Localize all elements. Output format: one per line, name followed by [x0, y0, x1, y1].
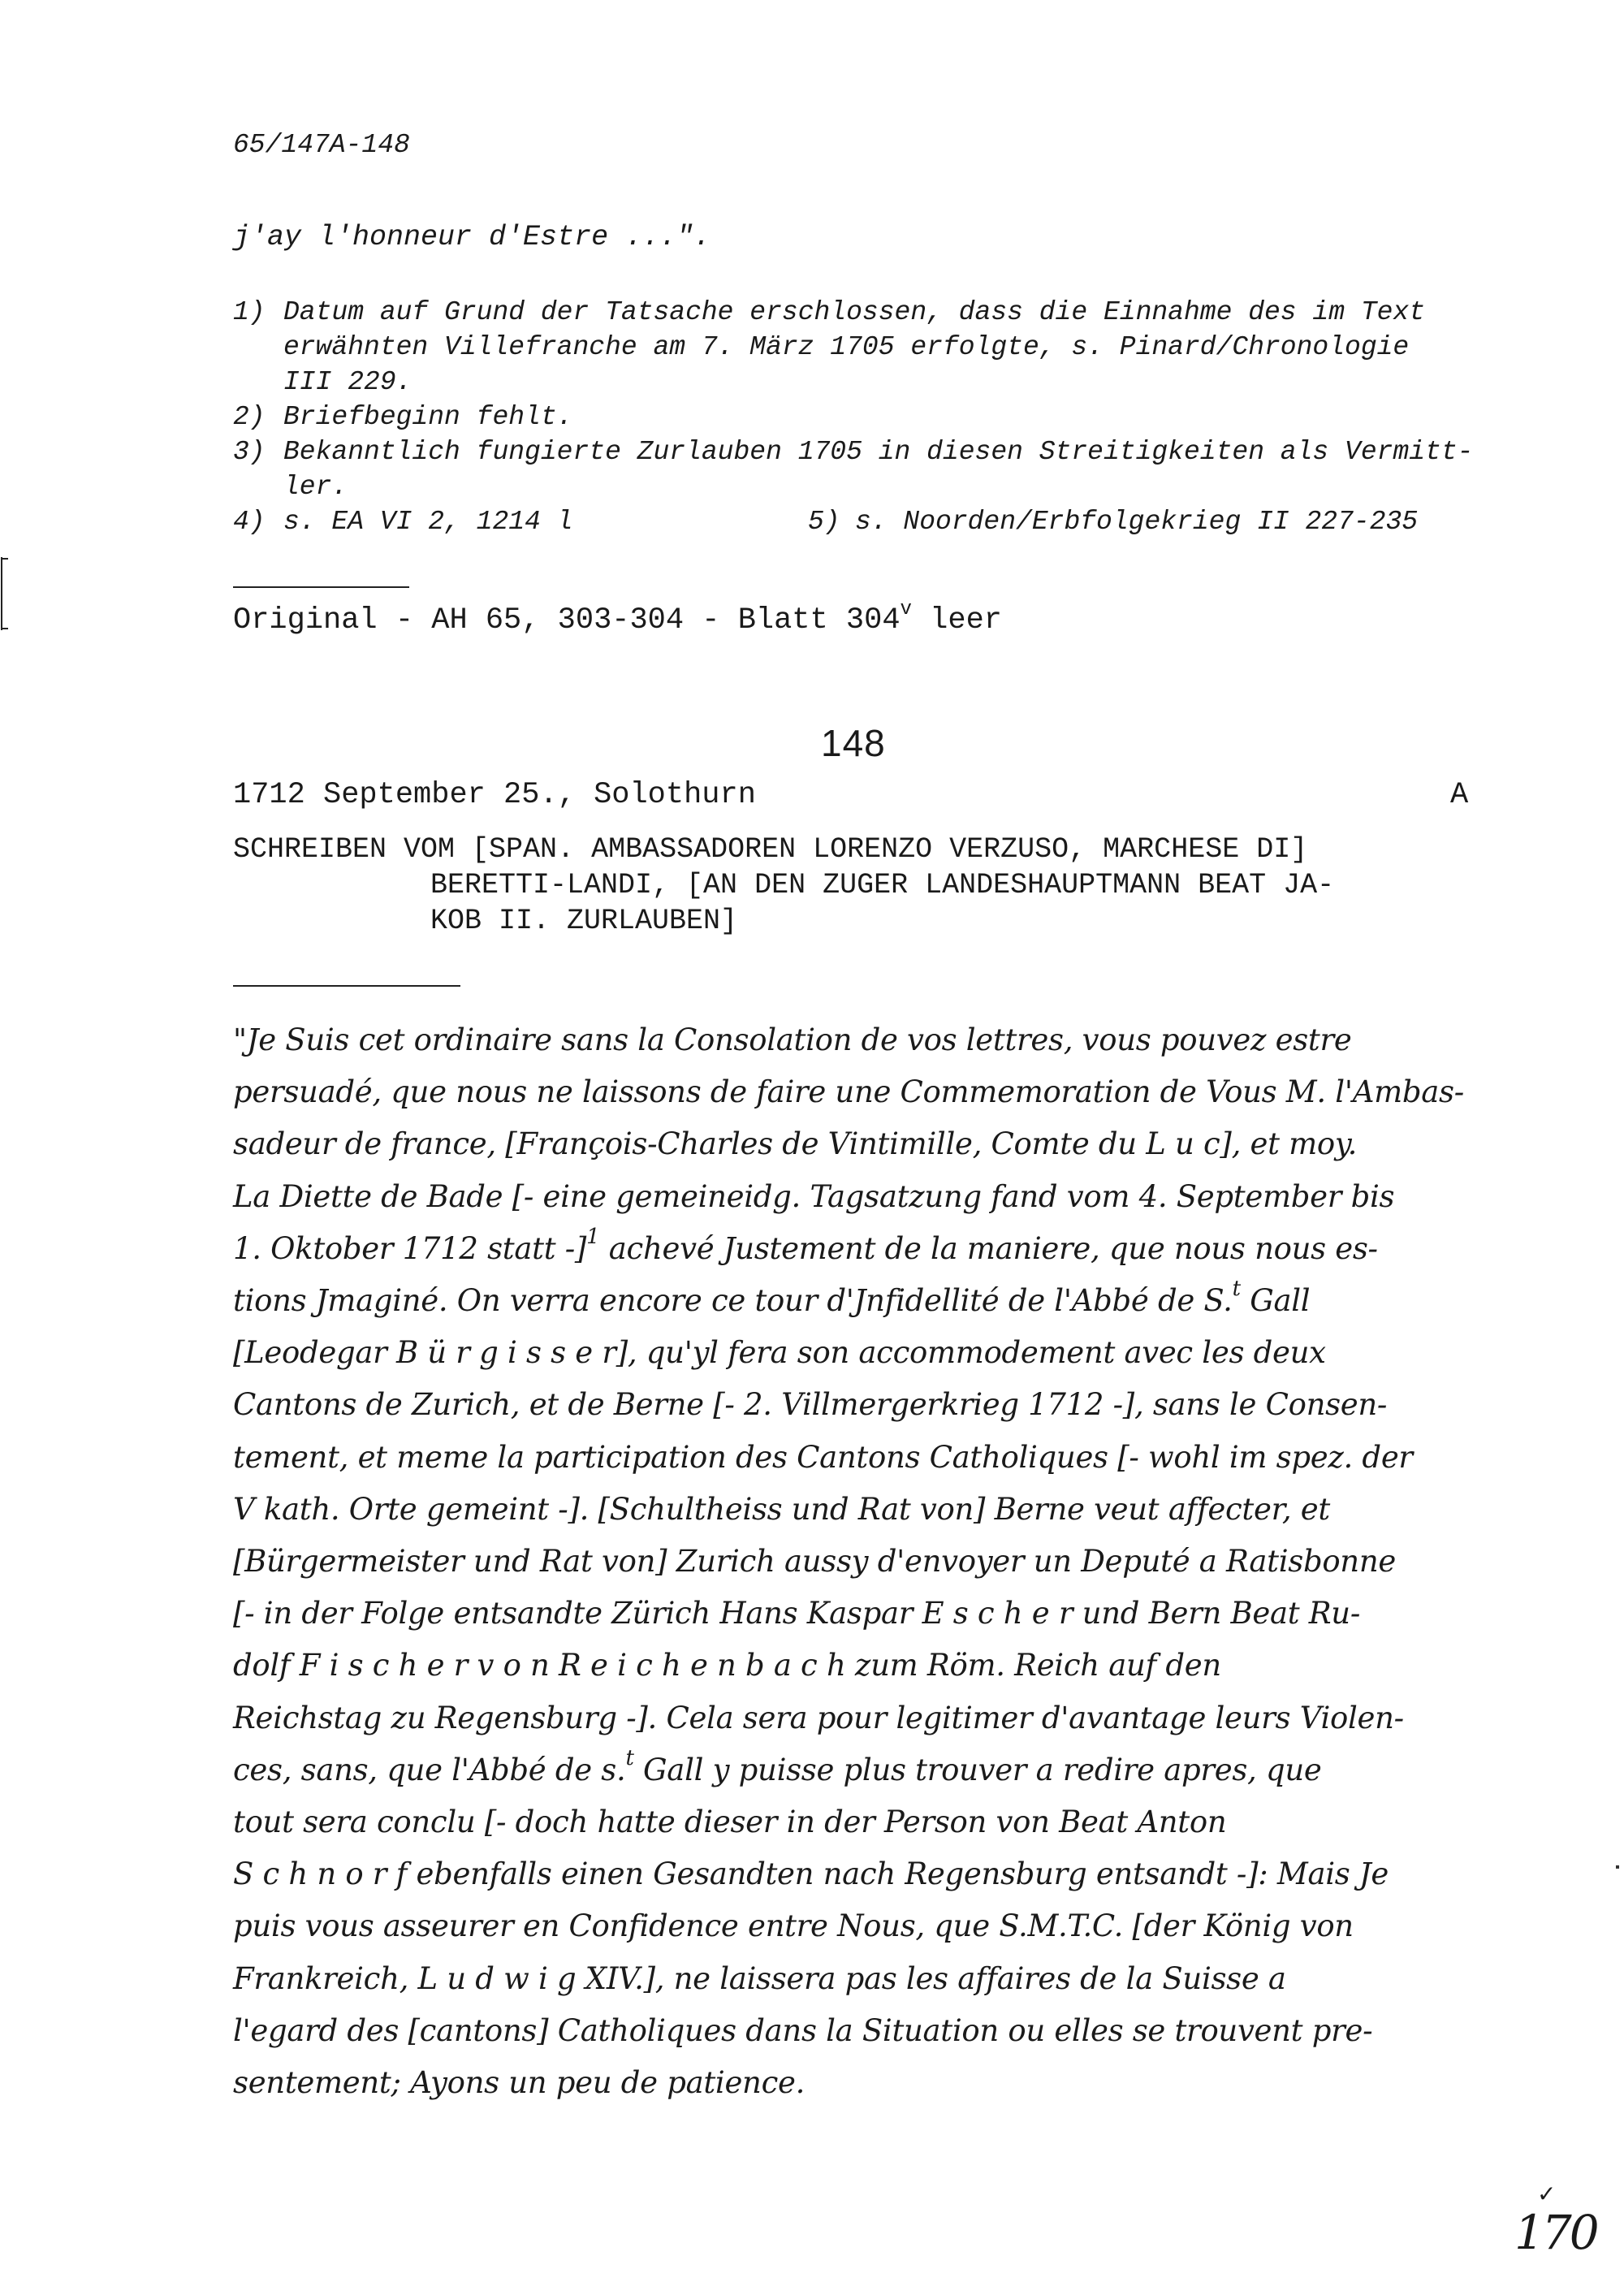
body-text: V kath. Orte gemeint -]. [Schultheiss und Rat von] Berne veut affecter, et	[233, 1492, 1330, 1527]
footnote-number: 1)	[233, 297, 266, 327]
body-text: "Je Suis cet ordinaire sans la Consolation de vos lettres, vous pouvez estre	[233, 1022, 1352, 1057]
source-note	[233, 599, 1002, 637]
body-text: Cantons de Zurich, et de Berne [- 2. Villmergerkrieg 1712 -], sans le Consen-	[233, 1387, 1388, 1422]
body-line	[233, 1908, 1354, 1943]
original-mark: A	[1450, 778, 1469, 812]
heading-line: BERETTI-LANDI, [AN DEN ZUGER LANDESHAUPTMANN BEAT JA-	[430, 869, 1335, 901]
body-text: achevé Justement de la maniere, que nous nous es-	[599, 1231, 1378, 1266]
body-line	[233, 1277, 1311, 1318]
footnote-text: Briefbeginn fehlt.	[283, 402, 573, 432]
body-text: ces, sans, que l'Abbé de s.	[233, 1753, 626, 1787]
edge-speck	[1616, 1865, 1619, 1869]
folio-number: 170	[1514, 2205, 1597, 2260]
body-line	[233, 1648, 1221, 1683]
margin-bracket-mark	[0, 557, 11, 630]
body-line	[233, 1596, 1360, 1631]
body-text: l'egard des [cantons] Catholiques dans la Situation ou elles se trouvent pre-	[233, 2013, 1373, 2048]
body-line	[233, 1804, 1226, 1839]
body-text: S c h n o r f ebenfalls einen Gesandten nach Regensburg entsandt -]: Mais Je	[233, 1856, 1389, 1891]
previous-letter-closing: j'ay l'honneur d'Estre ...".	[233, 221, 711, 253]
body-line	[233, 1335, 1326, 1370]
footnote-number: 2)	[233, 402, 266, 432]
superscript: t	[1232, 1277, 1241, 1301]
body-text: [Leodegar B ü r g i s s e r], qu'yl fera son accommodement avec les deux	[233, 1335, 1326, 1370]
source-note-verso: v	[900, 599, 912, 620]
body-text: [Bürgermeister und Rat von] Zurich aussy d'envoyer un Deputé a Ratisbonne	[233, 1544, 1396, 1579]
body-line	[233, 1179, 1394, 1214]
body-text: Reichstag zu Regensburg -]. Cela sera pour legitimer d'avantage leurs Violen-	[233, 1701, 1404, 1735]
body-line	[233, 1074, 1464, 1109]
body-line	[233, 1746, 1322, 1787]
body-line	[233, 1022, 1351, 1057]
footnote-number: 5)	[808, 507, 840, 537]
footnote-text: Bekanntlich fungierte Zurlauben 1705 in diesen Streitigkeiten als Vermitt-	[283, 437, 1474, 467]
body-text: puis vous asseurer en Confidence entre Nous, que S.M.T.C. [der König von	[233, 1908, 1354, 1943]
body-text: persuadé, que nous ne laissons de faire une Commemoration de Vous M. l'Ambas-	[233, 1074, 1464, 1109]
footnote-text: s. Noorden/Erbfolgekrieg II 227-235	[855, 507, 1419, 537]
footnote-text: ler.	[283, 472, 348, 502]
heading-line: SCHREIBEN VOM [SPAN. AMBASSADOREN LORENZO VERZUSO, MARCHESE DI]	[233, 833, 1308, 866]
footnote-text: erwähnten Villefranche am 7. März 1705 erfolgte, s. Pinard/Chronologie	[283, 332, 1410, 362]
body-text: dolf F i s c h e r v o n R e i c h e n b a c h zum Röm. Reich auf den	[233, 1648, 1221, 1683]
footnote-text: III 229.	[283, 367, 412, 397]
body-line	[233, 1544, 1396, 1579]
body-text: [- in der Folge entsandte Zürich Hans Kaspar E s c h e r und Bern Beat Ru-	[233, 1596, 1361, 1631]
body-line	[233, 1126, 1357, 1161]
body-text: Gall y puisse plus trouver a redire apres, que	[633, 1753, 1322, 1787]
body-line	[233, 1387, 1387, 1422]
heading-separator-rule	[233, 985, 460, 987]
body-text: tement, et meme la participation des Cantons Catholiques [- wohl im spez. der	[233, 1440, 1413, 1475]
footnote-number: 3)	[233, 437, 266, 467]
body-text: sentement; Ayons un peu de patience.	[233, 2065, 806, 2100]
document-number: 148	[821, 722, 886, 764]
body-text: 1. Oktober 1712 statt -]	[233, 1231, 587, 1266]
heading-line: KOB II. ZURLAUBEN]	[430, 905, 738, 937]
source-note-suffix: leer	[911, 603, 1002, 637]
body-text: Frankreich, L u d w i g XIV.], ne laissera pas les affaires de la Suisse a	[233, 1961, 1286, 1996]
body-line	[233, 1856, 1389, 1891]
body-line	[233, 1225, 1378, 1266]
reference-number: 65/147A-148	[233, 130, 410, 160]
superscript: t	[625, 1746, 634, 1770]
body-line	[233, 1961, 1286, 1996]
body-text: Gall	[1240, 1283, 1311, 1318]
body-text: sadeur de france, [François-Charles de Vintimille, Comte du L u c], et moy.	[233, 1126, 1358, 1161]
dateline: 1712 September 25., Solothurn	[233, 778, 756, 812]
body-text: tions Jmaginé. On verra encore ce tour d'Jnfidellité de l'Abbé de S.	[233, 1283, 1233, 1318]
body-line	[233, 1701, 1404, 1735]
footnote-text: s. EA VI 2, 1214 l	[283, 507, 573, 537]
check-mark: ✓	[1537, 2180, 1557, 2207]
footnote-text: Datum auf Grund der Tatsache erschlossen, dass die Einnahme des im Text	[283, 297, 1426, 327]
footnote-marker: 1	[586, 1225, 600, 1249]
body-line	[233, 1492, 1330, 1527]
source-note-text: Original - AH 65, 303-304 - Blatt 304	[233, 603, 901, 637]
body-text: La Diette de Bade [- eine gemeineidg. Tagsatzung fand vom 4. September bis	[233, 1179, 1395, 1214]
footnote-number: 4)	[233, 507, 266, 537]
body-text: tout sera conclu [- doch hatte dieser in der Person von Beat Anton	[233, 1804, 1227, 1839]
body-line	[233, 2065, 805, 2100]
footnote-separator-rule	[233, 586, 409, 588]
body-line	[233, 2013, 1372, 2048]
body-line	[233, 1440, 1413, 1475]
